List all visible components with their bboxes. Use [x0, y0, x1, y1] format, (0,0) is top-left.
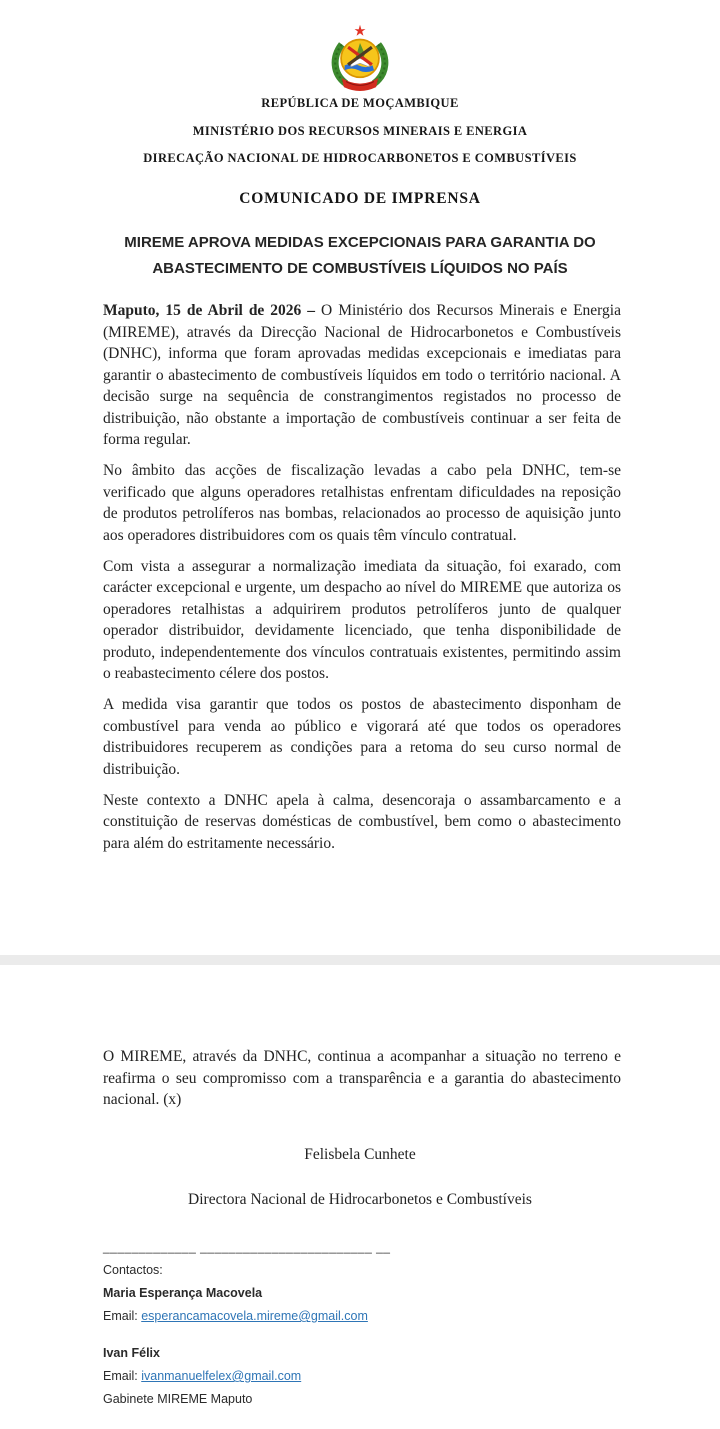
republic-title: REPÚBLICA DE MOÇAMBIQUE — [261, 96, 459, 110]
contact-2-email-link[interactable]: ivanmanuelfelex@gmail.com — [141, 1369, 302, 1383]
headline-line-1: MIREME APROVA MEDIDAS EXCEPCIONAIS PARA GARANTIA DO — [124, 234, 596, 251]
contact-2-name: Ivan Félix — [103, 1346, 160, 1360]
paragraph-dateline — [103, 300, 621, 451]
signature-separator-line: _____________ ________________________ __ — [103, 1240, 391, 1254]
paragraph-5: Neste contexto a DNHC apela à calma, desencoraja o assambarcamento e a constituição de reservas domésticas de combustível, bem como o abastecimento para além do estritamente necessário. — [103, 791, 621, 852]
contact-1-name: Maria Esperança Macovela — [103, 1286, 263, 1300]
directorate-title: DIRECAÇÃO NACIONAL DE HIDROCARBONETOS E COMBUSTÍVEIS — [143, 151, 577, 165]
signatory-name: Felisbela Cunhete — [304, 1146, 416, 1163]
headline — [0, 230, 720, 282]
contacts-spacer — [103, 1332, 623, 1346]
paragraph-4: A medida visa garantir que todos os postos de abastecimento disponham de combustível para venda ao público e vigorará até que todos os operadores distribuidores recuperem as condições para a retoma do seu curso normal de distribuição. — [103, 696, 621, 778]
dateline: Maputo, 15 de Abril de 2026 – — [103, 302, 316, 319]
mozambique-coat-of-arms-icon — [325, 22, 395, 92]
page-break-divider — [0, 955, 720, 965]
ministry-title: MINISTÉRIO DOS RECURSOS MINERAIS E ENERGIA — [192, 124, 528, 138]
body-page-1 — [103, 300, 621, 854]
office-label: Gabinete MIREME Maputo — [103, 1392, 253, 1406]
paragraph-2: No âmbito das acções de fiscalização levadas a cabo pela DNHC, tem-se verificado que alguns operadores retalhistas enfrentam dificuldades na reposição de produtos petrolíferos nas bombas, relacionados ao processo de aquisição junto aos operadores distribuidores com os quais têm vínculo contratual. — [103, 462, 621, 544]
headline-line-2: ABASTECIMENTO DE COMBUSTÍVEIS LÍQUIDOS NO PAÍS — [152, 260, 568, 277]
contacts-label: Contactos: — [103, 1263, 163, 1277]
contact-1-email-row — [103, 1309, 623, 1323]
contact-1-email-link[interactable]: esperancamacovela.mireme@gmail.com — [141, 1309, 368, 1323]
email-label: Email: — [103, 1309, 138, 1323]
contacts-section — [103, 1240, 623, 1415]
paragraph-3: Com vista a assegurar a normalização imediata da situação, foi exarado, com carácter excepcional e urgente, um despacho ao nível do MIREME que autoriza os operadores retalhistas a adquirirem produtos petrolíferos junto de qualquer operador distribuidor, devidamente licenciado, que tenha disponibilidade de produto, independentemente dos vínculos contratuais existentes, permitindo assim o reabastecimento célere dos postos. — [103, 557, 621, 682]
paragraph-6: O MIREME, através da DNHC, continua a acompanhar a situação no terreno e reafirma o seu compromisso com a transparência e a garantia do abastecimento nacional. (x) — [103, 1048, 621, 1108]
signatory-title: Directora Nacional de Hidrocarbonetos e Combustíveis — [188, 1191, 532, 1208]
document-kind-title: COMUNICADO DE IMPRENSA — [239, 190, 481, 207]
emblem-svg — [325, 22, 395, 92]
paragraph-1-text: O Ministério dos Recursos Minerais e Energia (MIREME), através da Direcção Nacional de Hidrocarbonetos e Combustíveis (DNHC), informa que foram aprovadas medidas excepcionais e imediatas para garantir o abastecimento de combustíveis líquidos em todo o território nacional. A decisão surge na sequência de constrangimentos registados no processo de distribuição, não obstante a importação de combustíveis continuar a ser feita de forma regular. — [103, 302, 621, 448]
contact-2-email-row — [103, 1369, 623, 1383]
email-label: Email: — [103, 1369, 138, 1383]
body-page-2 — [103, 1046, 621, 1111]
